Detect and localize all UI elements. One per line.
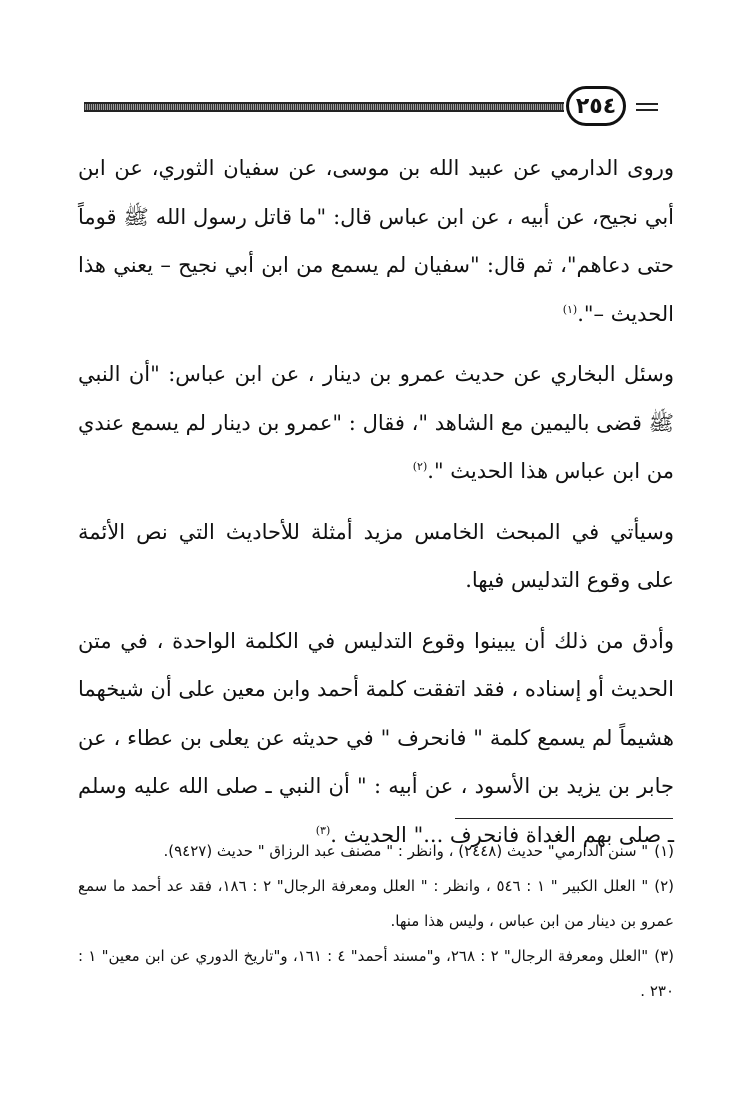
paragraph-text: وسيأتي في المبحث الخامس مزيد أمثلة للأحاديث التي نص الأئمة على وقوع التدليس فيها.: [78, 519, 674, 592]
footnote-divider: [455, 818, 673, 819]
footnote: [78, 834, 674, 869]
paragraph: [78, 508, 674, 605]
main-text: [78, 144, 674, 859]
footnote-number: (٣): [654, 947, 674, 965]
footnote-ref: (١): [562, 302, 578, 316]
footnote-text: " سنن الدارمي" حديث (٢٤٤٨) ، وانظر : " مصنف عبد الرزاق " حديث (٩٤٢٧).: [163, 842, 649, 860]
footnote-ref: (٣): [315, 823, 331, 837]
header-rule-end: [636, 103, 658, 111]
footnote-ref: (٢): [412, 460, 428, 473]
footnotes: [78, 834, 674, 1009]
footnote: [78, 869, 674, 939]
footnote: [78, 939, 674, 1009]
paragraph-text: وسئل البخاري عن حديث عمرو بن دينار ، عن ابن عباس: "أن النبي ﷺ قضى باليمين مع الشاهد "، فقال : "عمرو بن دينار لم يسمع عندي من ابن عباس هذا الحديث ".: [78, 362, 674, 483]
footnote-number: (٢): [654, 877, 674, 895]
footnote-text: " العلل الكبير " ١ : ٥٤٦ ، وانظر : " العلل ومعرفة الرجال" ٢ : ١٨٦، فقد عد أحمد ما سمع عمرو بن دينار من ابن عباس ، وليس هذا منها.: [78, 877, 674, 930]
paragraph: [78, 144, 674, 338]
paragraph-text: وروى الدارمي عن عبيد الله بن موسى، عن سفيان الثوري، عن ابن أبي نجيح، عن أبيه ، عن ابن عباس قال: "ما قاتل رسول الله ﷺ قوماً حتى دعاهم"، ثم قال: "سفيان لم يسمع من ابن أبي نجيح – يعني هذا الحديث –".: [78, 156, 674, 326]
page-number: ٢٥٤: [566, 86, 626, 126]
paragraph: [78, 350, 674, 496]
footnote-number: (١): [654, 842, 674, 860]
page-header: [84, 86, 658, 132]
paragraph: [78, 617, 674, 860]
header-rule: [84, 102, 564, 112]
paragraph-text: وأدق من ذلك أن يبينوا وقوع التدليس في الكلمة الواحدة ، في متن الحديث أو إسناده ، فقد اتفقت كلمة أحمد وابن معين على أن شيخهما هشيماً لم يسمع كلمة " فانحرف " في حديثه عن يعلى بن عطاء ، عن جابر بن يزيد بن الأسود ، عن أبيه : " أن النبي ـ صلى الله عليه وسلم ـ صلى بهم الغداة فانحرف ..." الحديث .: [78, 628, 674, 847]
footnote-text: "العلل ومعرفة الرجال" ٢ : ٢٦٨، و"مسند أحمد" ٤ : ١٦١، و"تاريخ الدوري عن ابن معين" ١ : ٢٣٠ .: [78, 947, 674, 1000]
